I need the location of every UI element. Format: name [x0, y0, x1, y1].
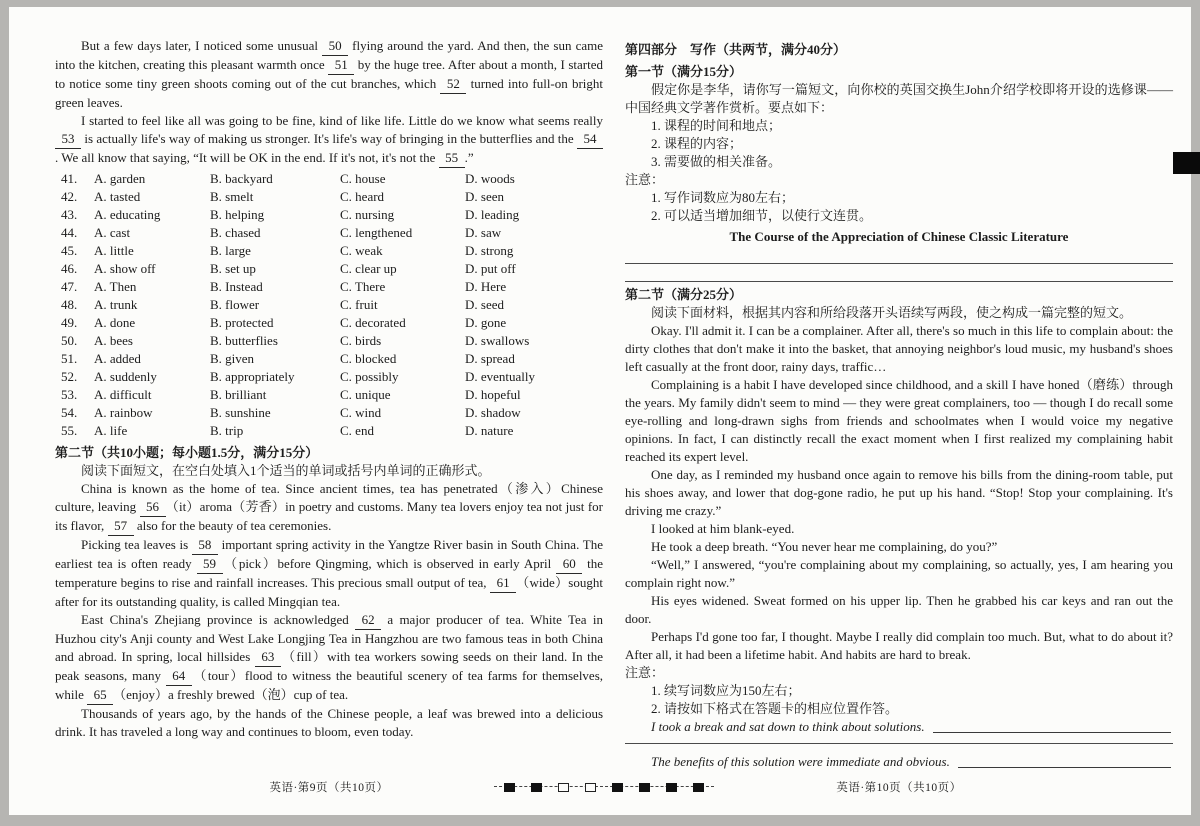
option-choice-c: C. house — [340, 171, 386, 186]
option-choice-a: A. rainbow — [94, 405, 153, 420]
story-paragraph: His eyes widened. Sweat formed on his upper lip. Then he grabbed his car keys and ran out the door. — [625, 593, 1173, 626]
option-choice-a: A. added — [94, 351, 141, 366]
option-choice-b: B. helping — [210, 207, 265, 222]
option-choice-b: B. butterflies — [210, 333, 278, 348]
option-choice-c: C. end — [340, 423, 374, 438]
cloze-blank-53: 53 — [55, 130, 81, 149]
edge-marker — [1173, 152, 1200, 174]
option-number: 55. — [61, 423, 78, 438]
option-choice-d: D. shadow — [465, 405, 521, 420]
cloze-paragraph: I started to feel like all was going to be fine, kind of like life. Little do we know what seems really 53 is actually life's way of making us stronger. It's life's way of bringing in the butterflies and the 54. We all know that saying, “It will be OK in the end. If it's not, it's not the 55 .” — [55, 112, 603, 168]
story-paragraph: Complaining is a habit I have developed since childhood, and a skill I have honed（磨练）through the years. My family didn't seem to mind — they were great complainers, too — though I do recall some eye-rolling and long-drawn sighs from friends and schoolmates when I would voice my negative opinions. In fact, I can distinctly recall the exact moment when I first realized my complaining habit reached its expert level. — [625, 377, 1173, 464]
option-number: 42. — [61, 189, 78, 204]
task-point: 2. 课程的内容； — [651, 136, 743, 151]
option-choice-c: C. birds — [340, 333, 382, 348]
option-choice-d: D. woods — [465, 171, 515, 186]
filled-square-mark — [693, 783, 704, 792]
options-table — [55, 170, 603, 440]
story-paragraph: He took a deep breath. “You never hear me complaining, do you?” — [651, 539, 998, 554]
option-number: 41. — [61, 171, 78, 186]
option-choice-d: D. strong — [465, 243, 514, 258]
option-choice-a: A. life — [94, 423, 128, 438]
continuation-prompt-2 — [625, 753, 1173, 771]
option-choice-d: D. gone — [465, 315, 507, 330]
task-point: 3. 需要做的相关准备。 — [651, 154, 782, 169]
option-choice-b: B. backyard — [210, 171, 273, 186]
option-number: 52. — [61, 369, 78, 384]
notice2-label: 注意： — [625, 665, 665, 680]
option-choice-a: A. done — [94, 315, 136, 330]
essay-title: The Course of the Appreciation of Chinese Classic Literature — [729, 229, 1069, 244]
task-point: 1. 课程的时间和地点； — [651, 118, 782, 133]
option-row — [55, 368, 603, 386]
section2-heading-p10: 第二节（满分25分） — [625, 287, 743, 302]
option-choice-c: C. clear up — [340, 261, 397, 276]
cloze-blank-57: 57 — [108, 517, 134, 536]
page-10-column — [625, 37, 1173, 771]
option-row — [55, 404, 603, 422]
option-choice-a: A. garden — [94, 171, 146, 186]
cloze-blank-55: 55 — [439, 149, 465, 168]
option-number: 44. — [61, 225, 78, 240]
option-number: 47. — [61, 279, 78, 294]
section2-heading-p9: 第二节（共10小题；每小题1.5分，满分15分） — [55, 445, 319, 460]
option-choice-d: D. hopeful — [465, 387, 521, 402]
registration-marks — [504, 782, 704, 792]
page-9-footer: 英语·第9页（共10页） — [269, 782, 389, 794]
option-choice-b: B. brilliant — [210, 387, 267, 402]
hollow-square-mark — [558, 783, 569, 792]
option-number: 50. — [61, 333, 78, 348]
cloze-blank-59: 59 — [197, 555, 223, 574]
page-10-footer: 英语·第10页（共10页） — [836, 782, 962, 794]
cloze-blank-60: 60 — [556, 555, 582, 574]
continuation-prompt-1 — [625, 718, 1173, 736]
option-number: 51. — [61, 351, 78, 366]
option-row — [55, 188, 603, 206]
section1-task: 假定你是李华，请你写一篇短文，向你校的英国交换生John介绍学校即将开设的选修课——中国经典文学著作赏析。要点如下： — [625, 82, 1173, 115]
separator-line — [625, 736, 1173, 744]
writing-line — [625, 264, 1173, 282]
option-number: 45. — [61, 243, 78, 258]
option-choice-c: C. unique — [340, 387, 391, 402]
option-choice-a: A. tasted — [94, 189, 141, 204]
option-choice-d: D. leading — [465, 207, 520, 222]
story-paragraph: Okay. I'll admit it. I can be a complainer. After all, there's so much in this life to complain about: the dirty clothes that don't make it into the basket, that annoying neighbor's loud music, my husband's shoes left casually at the front door, rainy days, traffic… — [625, 323, 1173, 374]
cloze-blank-52: 52 — [440, 75, 466, 94]
option-number: 46. — [61, 261, 78, 276]
notice1-label: 注意： — [625, 172, 665, 187]
tea-paragraph: East China's Zhejiang province is acknowledged 62 a major producer of tea. White Tea in Huzhou city's Anji county and West Lake Longjing Tea in Hangzhou are two famous teas in both China and abroad. In spring, local hillsides 63 （fill）with tea workers sowing seeds on their land. In the peak seasons, many 64 （tour）flood to witness the beautiful scenery of tea farms for themselves, while 65 （enjoy）a freshly brewed（泡）cup of tea. — [55, 611, 603, 705]
option-choice-c: C. There — [340, 279, 386, 294]
option-row — [55, 422, 603, 440]
answer-line — [958, 753, 1171, 768]
option-choice-a: A. suddenly — [94, 369, 157, 384]
dashed-line — [494, 786, 714, 787]
option-choice-a: A. cast — [94, 225, 131, 240]
option-choice-c: C. wind — [340, 405, 382, 420]
option-choice-b: B. sunshine — [210, 405, 271, 420]
option-number: 49. — [61, 315, 78, 330]
option-row — [55, 170, 603, 188]
tea-paragraph: Picking tea leaves is 58 important spring activity in the Yangtze River basin in South China. The earliest tea is often ready 59 （pick）before Qingming, which is observed in early April 60 the temperature begins to rise and rainfall increases. This precious small output of tea, 61 （wide）sought after for its outstanding quality, is called Mingqian tea. — [55, 537, 604, 609]
notice-item: 1. 续写词数应为150左右； — [651, 683, 801, 698]
notice-item: 2. 请按如下格式在答题卡的相应位置作答。 — [651, 701, 899, 716]
option-choice-c: C. blocked — [340, 351, 397, 366]
option-choice-d: D. seen — [465, 189, 504, 204]
part4-heading: 第四部分 写作（共两节，满分40分） — [625, 42, 847, 57]
cloze-blank-54: 54 — [577, 130, 603, 149]
option-row — [55, 314, 603, 332]
option-choice-a: A. trunk — [94, 297, 138, 312]
option-choice-c: C. lengthened — [340, 225, 413, 240]
option-row — [55, 296, 603, 314]
answer-line — [933, 718, 1171, 733]
story-passage — [625, 322, 1173, 664]
option-choice-b: B. trip — [210, 423, 244, 438]
cloze-blank-62: 62 — [355, 611, 381, 630]
option-choice-c: C. possibly — [340, 369, 399, 384]
option-row — [55, 350, 603, 368]
notice-item: 2. 可以适当增加细节，以使行文连贯。 — [651, 208, 873, 223]
story-paragraph: “Well,” I answered, “you're complaining about my complaining, so actually, yes, I am hearing you complain right now.” — [625, 557, 1173, 590]
cloze-blank-58: 58 — [192, 536, 218, 555]
tea-paragraph: China is known as the home of tea. Since ancient times, tea has penetrated（渗入）Chinese culture, leaving 56 （it）aroma（芳香）in poetry and customs. Many tea lovers enjoy tea not just for its flavor, 57 also for the beauty of tea ceremonies. — [55, 480, 603, 536]
option-choice-d: D. saw — [465, 225, 502, 240]
cloze-blank-61: 61 — [490, 574, 516, 593]
option-choice-b: B. set up — [210, 261, 256, 276]
section2-instruction-p10: 阅读下面材料，根据其内容和所给段落开头语续写两段，使之构成一篇完整的短文。 — [651, 305, 1133, 320]
cloze-blank-64: 64 — [166, 667, 192, 686]
option-choice-c: C. heard — [340, 189, 385, 204]
story-paragraph: One day, as I reminded my husband once again to remove his bills from the dining-room table, put his shoes away, and lower that dog-gone radio, he put up his hand. “Stop! Stop your complaining. It's driving me crazy.” — [625, 467, 1173, 518]
page-9-column — [55, 37, 603, 741]
option-row — [55, 278, 603, 296]
filled-square-mark — [639, 783, 650, 792]
option-choice-d: D. seed — [465, 297, 504, 312]
option-choice-d: D. nature — [465, 423, 514, 438]
option-number: 54. — [61, 405, 78, 420]
filled-square-mark — [504, 783, 515, 792]
option-choice-b: B. protected — [210, 315, 274, 330]
cloze-blank-51: 51 — [328, 56, 354, 75]
option-row — [55, 206, 603, 224]
cloze-blank-50: 50 — [322, 37, 348, 56]
notice1-items — [625, 189, 1173, 225]
option-choice-a: A. Then — [94, 279, 137, 294]
exam-sheet — [9, 7, 1191, 815]
filled-square-mark — [612, 783, 623, 792]
option-choice-c: C. weak — [340, 243, 383, 258]
option-choice-c: C. fruit — [340, 297, 378, 312]
option-choice-b: B. Instead — [210, 279, 263, 294]
filled-square-mark — [531, 783, 542, 792]
option-row — [55, 332, 603, 350]
option-choice-a: A. little — [94, 243, 134, 258]
option-number: 53. — [61, 387, 78, 402]
option-choice-c: C. nursing — [340, 207, 395, 222]
hollow-square-mark — [585, 783, 596, 792]
option-choice-b: B. smelt — [210, 189, 254, 204]
option-choice-c: C. decorated — [340, 315, 406, 330]
cloze-blank-56: 56 — [140, 498, 166, 517]
filled-square-mark — [666, 783, 677, 792]
story-paragraph: Perhaps I'd gone too far, I thought. Maybe I really did complain too much. But, what to do about it? After all, it had been a lifetime habit. And habits are hard to break. — [625, 629, 1173, 662]
section2-instruction-p9: 阅读下面短文，在空白处填入1个适当的单词或括号内单词的正确形式。 — [81, 463, 491, 478]
cloze-paragraph: But a few days later, I noticed some unusual 50 flying around the yard. And then, the sun came into the kitchen, creating this pleasant warmth once 51 by the huge tree. After about a month, I started to notice some tiny green shoots coming out of the cut branches, which 52 turned into full-on bright green leaves. — [55, 38, 604, 110]
option-choice-b: B. chased — [210, 225, 261, 240]
option-choice-b: B. appropriately — [210, 369, 295, 384]
option-choice-d: D. spread — [465, 351, 515, 366]
option-choice-a: A. show off — [94, 261, 156, 276]
writing-line — [625, 246, 1173, 264]
option-choice-d: D. put off — [465, 261, 516, 276]
cloze-blank-65: 65 — [87, 686, 113, 705]
prompt-text: I took a break and sat down to think about solutions. — [651, 719, 925, 734]
option-choice-d: D. Here — [465, 279, 507, 294]
cloze-blank-63: 63 — [255, 648, 281, 667]
tea-passage — [55, 480, 603, 741]
option-row — [55, 386, 603, 404]
notice2-items — [625, 682, 1173, 718]
section1-heading: 第一节（满分15分） — [625, 64, 743, 79]
cloze-passage — [55, 37, 603, 168]
option-choice-a: A. bees — [94, 333, 133, 348]
tea-paragraph: Thousands of years ago, by the hands of the Chinese people, a leaf was brewed into a delicious drink. It has traveled a long way and continues to bloom, even today. — [55, 706, 603, 739]
option-number: 43. — [61, 207, 78, 222]
option-choice-d: D. eventually — [465, 369, 536, 384]
option-choice-d: D. swallows — [465, 333, 530, 348]
option-row — [55, 224, 603, 242]
option-choice-b: B. given — [210, 351, 255, 366]
option-number: 48. — [61, 297, 78, 312]
option-row — [55, 260, 603, 278]
section1-points — [625, 117, 1173, 171]
story-paragraph: I looked at him blank-eyed. — [651, 521, 795, 536]
prompt-text: The benefits of this solution were immediate and obvious. — [651, 754, 950, 769]
option-choice-b: B. flower — [210, 297, 260, 312]
notice-item: 1. 写作词数应为80左右； — [651, 190, 795, 205]
option-choice-a: A. difficult — [94, 387, 152, 402]
option-choice-a: A. educating — [94, 207, 161, 222]
option-choice-b: B. large — [210, 243, 251, 258]
option-row — [55, 242, 603, 260]
